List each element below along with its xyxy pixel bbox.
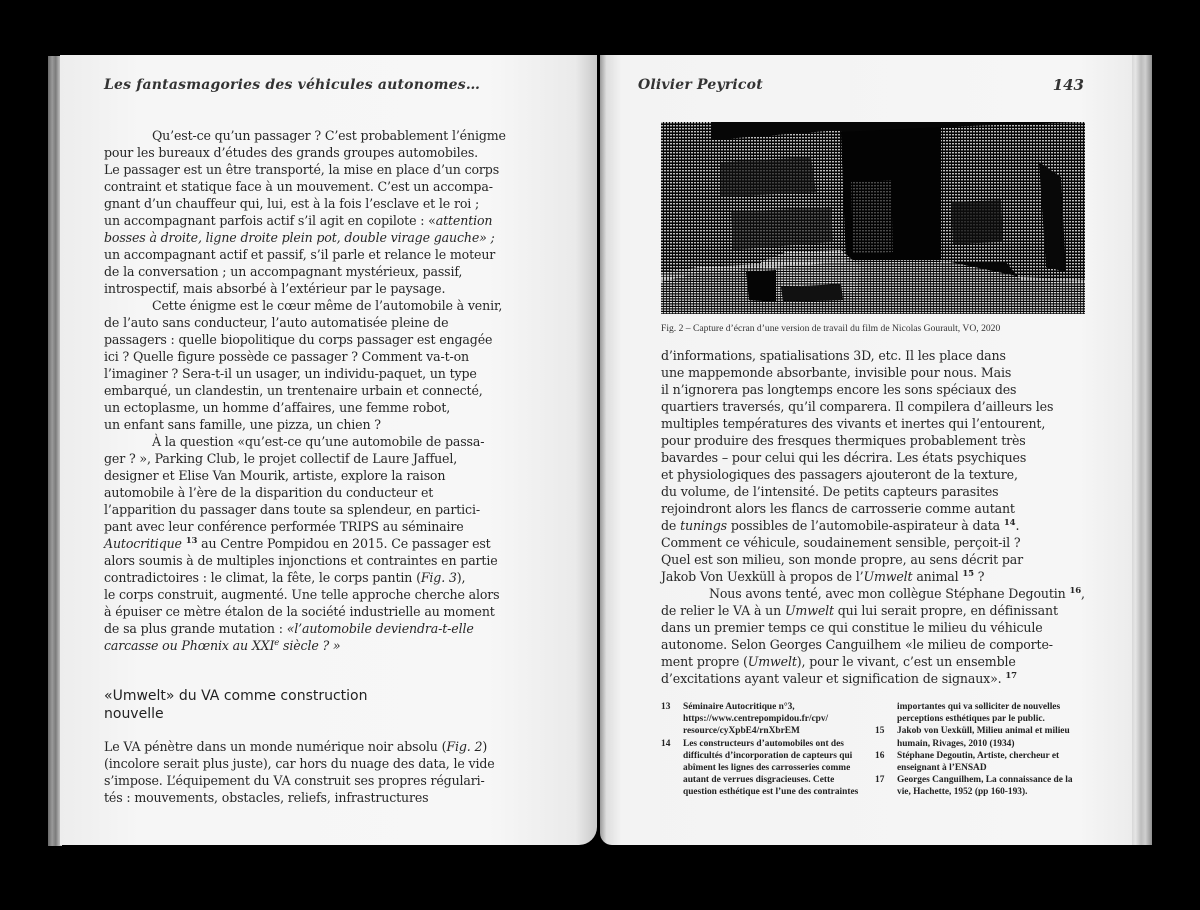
text-span: animal xyxy=(912,569,959,584)
footnote-line: vie, Hachette, 1952 (pp 160-193). xyxy=(897,787,1028,798)
text-line: il n’ignorera pas longtemps encore les sons spéciaux des xyxy=(661,382,1017,397)
text-line xyxy=(104,620,506,637)
footnote-line: Stéphane Degoutin, Artiste, chercheur et xyxy=(897,750,1060,761)
heading-line: «Umwelt» du VA comme construction xyxy=(104,688,368,704)
text-line: À la question «qu’est-ce qu’une automobile de passa- xyxy=(152,434,485,449)
text-line: du volume, de l’intensité. De petits capteurs parasites xyxy=(661,484,999,499)
text-line xyxy=(104,569,506,586)
footnotes-column-2 xyxy=(875,701,1085,799)
paragraph xyxy=(661,585,1085,687)
page-number: 143 xyxy=(1052,76,1084,94)
text-line: s’impose. L’équipement du VA construit ses propres régulari- xyxy=(104,773,485,788)
figure-ref[interactable]: Fig. 2 xyxy=(446,739,483,754)
italic-word: tunings xyxy=(680,518,727,533)
paragraph xyxy=(104,738,495,806)
text-line: une mappemonde absorbante, invisible pour nous. Mais xyxy=(661,365,1012,380)
text-span: Le VA pénètre dans un monde numérique noir absolu ( xyxy=(104,739,447,754)
text-line: de la conversation ; un accompagnant mystérieux, passif, xyxy=(104,264,463,279)
footnote-line: difficultés d’incorporation de capteurs qui xyxy=(683,750,853,761)
text-line: Nous avons tenté, avec mon collègue Stéphane Degoutin $^{16}$, xyxy=(709,585,1085,601)
text-span: de sa plus grande mutation : xyxy=(104,621,287,636)
text-line xyxy=(104,637,506,654)
text-span: de xyxy=(661,518,681,533)
italic-quote: siècle ? » xyxy=(279,638,341,653)
text-line xyxy=(661,653,1085,670)
text-line xyxy=(104,738,495,755)
text-line: bavardes – pour celui qui les décrira. Les états psychiques xyxy=(661,450,1027,465)
text-line: Cette énigme est le cœur même de l’automobile à venir, xyxy=(152,298,503,313)
text-line: pant avec leur conférence performée TRIPS au séminaire xyxy=(104,519,464,534)
footnote-15 xyxy=(875,725,1085,749)
paragraph xyxy=(104,127,506,297)
text-span: d’excitations ayant valeur et signification de signaux». xyxy=(661,671,1002,686)
paragraph xyxy=(661,347,1085,585)
footnote-line: Jakob von Uexküll, Milieu animal et milieu xyxy=(897,726,1070,737)
footnote-number: 14 xyxy=(661,738,671,749)
text-line: un accompagnant actif et passif, s’il parle et relance le moteur xyxy=(104,247,496,262)
text-line: embarqué, un clandestin, un trentenaire urbain et connecté, xyxy=(104,383,483,398)
text-line: le corps construit, augmenté. Une telle approche cherche alors xyxy=(104,587,500,602)
italic-quote: bosses à droite, ligne droite plein pot, double virage gauche» ; xyxy=(104,230,495,245)
footnote-number: 17 xyxy=(875,775,885,786)
footnote-line: abîment les lignes des carrosseries comme xyxy=(683,763,851,774)
text-span: de relier le VA à un xyxy=(661,603,785,618)
text-line: de l’auto sans conducteur, l’auto automatisée pleine de xyxy=(104,315,449,330)
figure-ref[interactable]: Fig. 3 xyxy=(420,570,457,585)
left-body-text xyxy=(104,127,506,654)
text-line: introspectif, mais absorbé à l’extérieur par le paysage. xyxy=(104,281,446,296)
section-heading xyxy=(104,687,368,723)
text-line: et physiologiques des passagers ajouteront de la texture, xyxy=(661,467,1018,482)
text-span: ) xyxy=(482,739,488,754)
footnote-line: Séminaire Autocritique n°3, xyxy=(683,702,795,712)
footnote-number: 13 xyxy=(661,702,671,712)
footnote-number: 16 xyxy=(875,750,885,761)
footnote-ref-16[interactable]: 16 xyxy=(1069,585,1081,596)
footnote-number: 15 xyxy=(875,726,885,737)
text-line: d’informations, spatialisations 3D, etc. Il les place dans xyxy=(661,348,1006,363)
text-span: ), pour le vivant, c’est un ensemble xyxy=(796,654,1016,669)
footnote-line: humain, Rivages, 2010 (1934) xyxy=(897,738,1015,749)
text-line: ici ? Quelle figure possède ce passager ? Comment va-t-on xyxy=(104,349,470,364)
text-line: passagers : quelle biopolitique du corps passager est engagée xyxy=(104,332,493,347)
text-line xyxy=(104,535,506,552)
italic-quote: «l’automobile deviendra-t-elle xyxy=(286,621,474,636)
text-line xyxy=(104,212,506,229)
footnote-line: Les constructeurs d’automobiles ont des xyxy=(683,738,844,749)
footnote-line: autant de verrues disgracieuses. Cette xyxy=(683,775,835,786)
italic-quote: attention xyxy=(435,213,493,228)
italic-title: Autocritique xyxy=(104,536,182,551)
figure-caption: Fig. 2 – Capture d’écran d’une version de travail du film de Nicolas Gourault, VO, 2020 xyxy=(661,323,1001,334)
text-line: alors soumis à de multiples injonctions et contraintes en partie xyxy=(104,553,498,568)
text-line: un ectoplasme, un homme d’affaires, une femme robot, xyxy=(104,400,451,415)
text-line: l’imaginer ? Sera-t-il un usager, un individu-paquet, un type xyxy=(104,366,477,381)
footnote-ref-13[interactable]: 13 xyxy=(185,535,198,546)
text-line: designer et Elise Van Mourik, artiste, explore la raison xyxy=(104,468,446,483)
right-body-text xyxy=(661,347,1085,687)
footnote-line: importantes qui va solliciter de nouvelles xyxy=(897,702,1061,712)
footnote-14-continued xyxy=(875,701,1085,725)
text-span: un accompagnant parfois actif s’il agit en copilote : « xyxy=(104,213,436,228)
footnote-line: perceptions esthétiques par le public. xyxy=(897,714,1045,725)
footnote-ref-14[interactable]: 14 xyxy=(1003,517,1016,528)
footnote-14 xyxy=(661,738,876,799)
text-line: un enfant sans famille, une pizza, un chien ? xyxy=(104,417,381,432)
text-line: Quel est son milieu, son monde propre, au sens décrit par xyxy=(661,552,1024,567)
text-span: ), xyxy=(456,570,466,585)
footnote-line: question esthétique est l’une des contraintes xyxy=(683,787,859,798)
text-span: Jakob Von Uexküll à propos de l’ xyxy=(661,569,864,584)
left-page xyxy=(60,55,597,845)
text-line: de tunings possibles de l’automobile-aspirateur à data $^{14}$. xyxy=(661,517,1020,533)
text-line: ger ? », Parking Club, le projet collectif de Laure Jaffuel, xyxy=(104,451,458,466)
text-line: Le passager est un être transporté, la mise en place d’un corps xyxy=(104,162,500,177)
footnote-ref-15[interactable]: 15 xyxy=(962,568,974,579)
book-edge-right xyxy=(1130,55,1152,845)
footnote-link[interactable]: https://www.centrepompidou.fr/cpv/ xyxy=(683,714,829,725)
italic-quote: carcasse ou Phœnix au XXI xyxy=(104,638,275,653)
footnote-line: enseignant à l’ENSAD xyxy=(897,763,987,774)
figure-point-cloud-image xyxy=(661,122,1085,314)
paragraph xyxy=(104,433,506,654)
footnote-ref-17[interactable]: 17 xyxy=(1005,670,1017,681)
footnotes-column-1 xyxy=(661,701,876,799)
running-head-right: Olivier Peyricot xyxy=(638,77,763,93)
footnote-17 xyxy=(875,774,1085,798)
heading-line: nouvelle xyxy=(104,706,164,722)
text-line: automobile à l’ère de la disparition du conducteur et xyxy=(104,485,434,500)
left-body-text-2 xyxy=(104,738,495,806)
text-span: ment propre ( xyxy=(661,654,748,669)
text-line: (incolore serait plus juste), car hors du nuage des data, le vide xyxy=(104,756,495,771)
text-span: Nous avons tenté, avec mon collègue Stéphane Degoutin xyxy=(709,586,1066,601)
text-line: rejoindront alors les flancs de carrosserie comme autant xyxy=(661,501,1015,516)
text-line: pour produire des fresques thermiques probablement très xyxy=(661,433,1026,448)
running-head-left: Les fantasmagories des véhicules autonomes… xyxy=(104,77,481,93)
text-span: contradictoires : le climat, la fête, le corps pantin ( xyxy=(104,570,421,585)
footnote-link[interactable]: resource/cyXpbE4/rnXbrEM xyxy=(683,726,800,737)
italic-word: Umwelt xyxy=(863,569,913,584)
footnote-13 xyxy=(661,701,876,738)
italic-word: Umwelt xyxy=(784,603,834,618)
text-line: dans un premier temps ce qui constitue le milieu du véhicule xyxy=(661,620,1043,635)
text-span: qui lui serait propre, en définissant xyxy=(833,603,1058,618)
paragraph xyxy=(104,297,506,433)
text-line: gnant d’un chauffeur qui, lui, est à la fois l’esclave et le roi ; xyxy=(104,196,480,211)
text-line: multiples températures des vivants et inertes qui l’entourent, xyxy=(661,416,1046,431)
text-line xyxy=(661,670,1085,687)
text-line: contraint et statique face à un mouvement. C’est un accompa- xyxy=(104,179,493,194)
point-cloud-graphic xyxy=(661,122,1085,314)
text-line: pour les bureaux d’études des grands groupes automobiles. xyxy=(104,145,479,160)
text-line: l’apparition du passager dans toute sa splendeur, en partici- xyxy=(104,502,480,517)
text-line: à épuiser ce mètre étalon de la société industrielle au moment xyxy=(104,604,495,619)
text-span: au Centre Pompidou en 2015. Ce passager est xyxy=(197,536,491,551)
italic-word: Umwelt xyxy=(747,654,797,669)
text-line xyxy=(661,602,1085,619)
text-span: possibles de l’automobile-aspirateur à data xyxy=(726,518,1001,533)
text-line: Comment ce véhicule, soudainement sensible, perçoit-il ? xyxy=(661,535,1021,550)
superscript: e xyxy=(274,637,280,648)
text-line: Jakob Von Uexküll à propos de l’Umwelt animal $^{15}$ ? xyxy=(661,568,985,584)
text-line: quartiers traversés, qu’il comparera. Il compilera d’ailleurs les xyxy=(661,399,1054,414)
text-line: autonome. Selon Georges Canguilhem «le milieu de comporte- xyxy=(661,637,1053,652)
footnote-16 xyxy=(875,750,1085,774)
footnote-line: Georges Canguilhem, La connaissance de la xyxy=(897,775,1073,786)
right-page xyxy=(600,55,1132,845)
text-line: Qu’est-ce qu’un passager ? C’est probablement l’énigme xyxy=(152,128,506,143)
text-line: tés : mouvements, obstacles, reliefs, infrastructures xyxy=(104,790,429,805)
